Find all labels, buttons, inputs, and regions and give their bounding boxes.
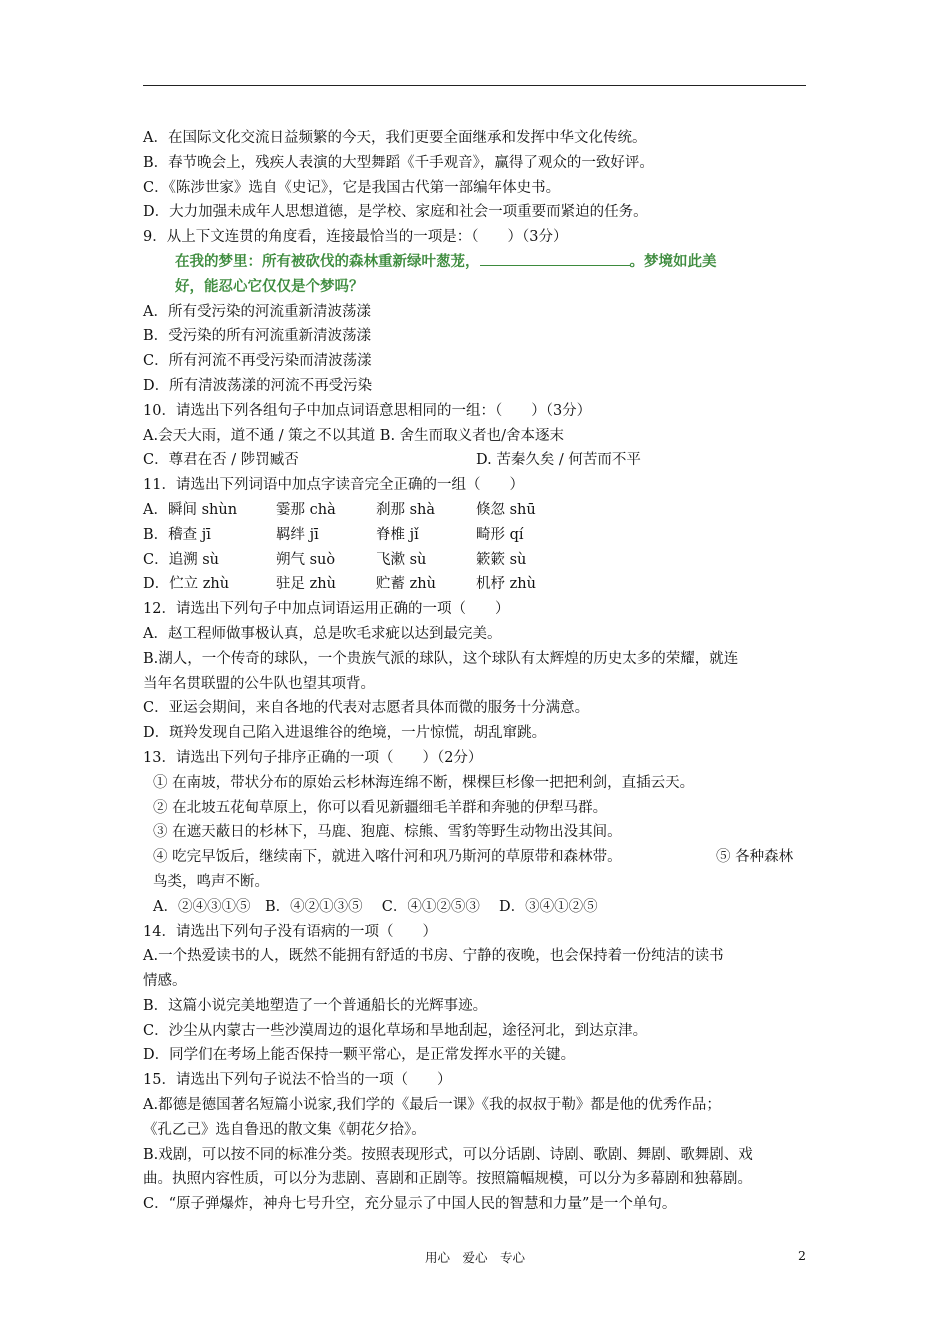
q11-cell: 朔气 suò (276, 551, 336, 568)
q8-option-d: D．大力加强未成年人思想道德，是学校、家庭和社会一项重要而紧迫的任务。 (143, 204, 648, 221)
q15-option-a-line1: A.都德是德国著名短篇小说家,我们学的《最后一课》《我的叔叔于勒》都是他的优秀作品； (143, 1097, 721, 1114)
q11-cell: B．稽查 jī (143, 526, 211, 543)
q8-option-c: C．《陈涉世家》选自《史记》，它是我国古代第一部编年体史书。 (143, 179, 561, 196)
q11-cell: C．追溯 sù (143, 551, 219, 568)
q11-row-c (143, 548, 813, 573)
q11-row-d (143, 572, 813, 597)
q13-sentence-5-start: ⑤ 各种森林 (716, 849, 794, 866)
q11-cell: 畸形 qí (476, 526, 524, 543)
q9-blank (480, 265, 630, 266)
q13-sentence-3: ③ 在遮天蔽日的杉林下，马鹿、狍鹿、棕熊、雪豹等野生动物出没其间。 (153, 824, 622, 841)
q12-stem: 12．请选出下列句子中加点词语运用正确的一项（ ） (143, 601, 510, 618)
q9-option-a: A．所有受污染的河流重新清波荡漾 (143, 303, 371, 320)
q9-passage-part2: 。梦境如此美 (629, 253, 717, 270)
q14-stem: 14．请选出下列句子没有语病的一项（ ） (143, 923, 437, 940)
q14-option-d: D．同学们在考场上能否保持一颗平常心，是正常发挥水平的关键。 (143, 1047, 576, 1064)
q13-sentence-2: ② 在北坡五花甸草原上，你可以看见新疆细毛羊群和奔驰的伊犁马群。 (153, 799, 608, 816)
q11-cell: 簌簌 sù (476, 551, 527, 568)
q9-passage-part3: 好，能忍心它仅仅是个梦吗？ (175, 278, 364, 295)
q13-sentence-1: ① 在南坡，带状分布的原始云杉林海连绵不断，棵棵巨杉像一把把利剑，直插云天。 (153, 774, 695, 791)
q15-option-b-line1: B.戏剧，可以按不同的标准分类。按照表现形式，可以分话剧、诗剧、歌剧、舞剧、歌舞剧、戏 (143, 1146, 753, 1163)
q11-cell: 倏忽 shū (476, 501, 536, 518)
q15-option-c: C．“原子弹爆炸，神舟七号升空，充分显示了中国人民的智慧和力量”是一个单句。 (143, 1196, 677, 1213)
q9-option-d: D．所有清波荡漾的河流不再受污染 (143, 377, 373, 394)
q14-option-c: C．沙尘从内蒙古一些沙漠周边的退化草场和旱地刮起，途径河北，到达京津。 (143, 1022, 648, 1039)
q13-sentence-4: ④ 吃完早饭后，继续南下，就进入喀什河和巩乃斯河的草原带和森林带。 (153, 849, 622, 866)
q13-stem: 13．请选出下列句子排序正确的一项（ ）（2分） (143, 749, 483, 766)
q9-stem: 9．从上下文连贯的角度看，连接最恰当的一项是：（ ）（3分） (143, 229, 568, 246)
q13-options: A．②④③①⑤ B．④②①③⑤ C．④①②⑤③ D．③④①②⑤ (153, 898, 598, 915)
q15-stem: 15．请选出下列句子说法不恰当的一项（ ） (143, 1072, 452, 1089)
q10-option-d: D. 苦秦久矣 / 何苦而不平 (476, 452, 641, 469)
q11-cell: 霎那 chà (276, 501, 336, 518)
q11-cell: 驻足 zhù (276, 576, 336, 593)
q12-option-c: C．亚运会期间，来自各地的代表对志愿者具体而微的服务十分满意。 (143, 700, 590, 717)
q8-option-a: A．在国际文化交流日益频繁的今天，我们更要全面继承和发挥中华文化传统。 (143, 130, 647, 146)
q12-option-b-line2: 当年名贯联盟的公牛队也望其项背。 (143, 675, 375, 692)
q11-stem: 11．请选出下列词语中加点字读音完全正确的一组（ ） (143, 477, 524, 494)
q11-cell: 贮蓄 zhù (376, 576, 436, 593)
q9-passage-part1: 在我的梦里：所有被砍伐的森林重新绿叶葱茏， (175, 253, 480, 270)
q15-option-a-line2: 《孔乙己》选自鲁迅的散文集《朝花夕拾》。 (143, 1121, 426, 1138)
q14-option-a-line1: A.一个热爱读书的人，既然不能拥有舒适的书房、宁静的夜晚，也会保持着一份纯洁的读书 (143, 948, 724, 965)
q14-option-a-line2: 情感。 (143, 973, 187, 990)
footer-motto: 用心 爱心 专心 (424, 1250, 525, 1265)
q11-row-b (143, 523, 813, 548)
q9-option-b: B．受污染的所有河流重新清波荡漾 (143, 328, 372, 345)
q10-row1: A.会天大雨，道不通 / 策之不以其道 B. 舍生而取义者也/舍本逐末 (143, 427, 565, 444)
q12-option-d: D．斑羚发现自己陷入进退维谷的绝境，一片惊慌，胡乱窜跳。 (143, 725, 547, 742)
page-number: 2 (798, 1248, 806, 1263)
q11-row-a (143, 498, 813, 523)
page-content (143, 126, 813, 1217)
q11-cell: D．伫立 zhù (143, 576, 230, 593)
q12-option-b-line1: B.湖人，一个传奇的球队，一个贵族气派的球队，这个球队有太辉煌的历史太多的荣耀，就连 (143, 650, 739, 667)
q10-row2 (143, 448, 813, 473)
q11-cell: 飞漱 sù (376, 551, 427, 568)
q10-stem: 10．请选出下列各组句子中加点词语意思相同的一组：（ ）（3分） (143, 402, 592, 419)
q12-option-a: A．赵工程师做事极认真，总是吹毛求疵以达到最完美。 (143, 625, 502, 642)
q13-sentence-5-end: 鸟类，鸣声不断。 (153, 873, 269, 890)
q13-sentence-4-line (143, 845, 813, 870)
q11-cell: 羁绊 jī (276, 526, 319, 543)
q11-cell: A．瞬间 shùn (143, 501, 238, 518)
q11-cell: 刹那 shà (376, 501, 436, 518)
q15-option-b-line2: 曲。执照内容性质，可以分为悲剧、喜剧和正剧等。按照篇幅规模，可以分为多幕剧和独幕剧。 (143, 1171, 752, 1188)
q11-cell: 机杼 zhù (476, 576, 536, 593)
q8-option-b: B．春节晚会上，残疾人表演的大型舞蹈《千手观音》，赢得了观众的一致好评。 (143, 154, 654, 171)
q9-option-c: C．所有河流不再受污染而清波荡漾 (143, 353, 372, 370)
q10-option-c: C．尊君在否 / 陟罚臧否 (143, 452, 299, 469)
header-rule (143, 85, 806, 86)
q11-cell: 脊椎 jǐ (376, 526, 419, 543)
q9-passage-line1 (143, 250, 813, 275)
q9-passage-line2 (143, 275, 813, 300)
q14-option-b: B．这篇小说完美地塑造了一个普通船长的光辉事迹。 (143, 997, 488, 1014)
